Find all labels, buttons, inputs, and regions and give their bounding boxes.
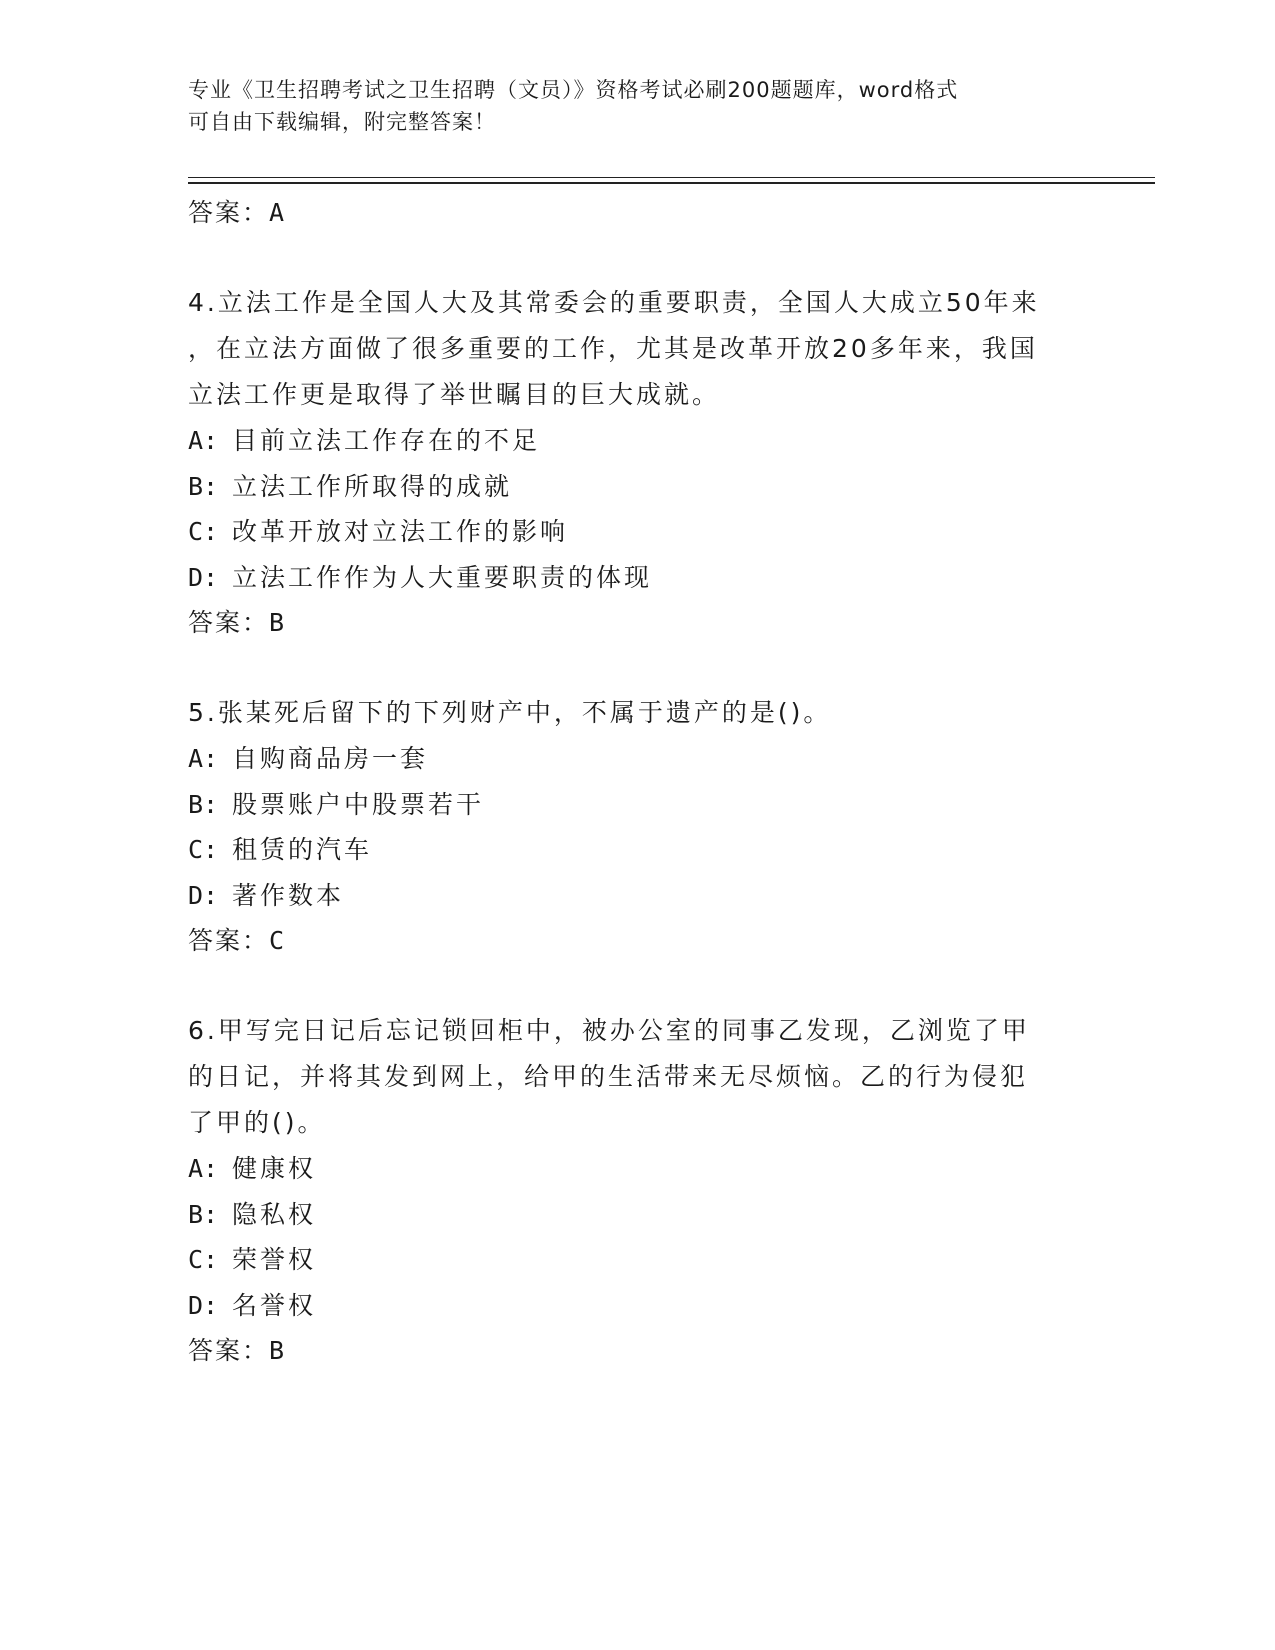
question-stem-line: 立法工作更是取得了举世瞩目的巨大成就。 xyxy=(188,380,721,409)
answer-line xyxy=(188,190,1088,236)
option-text: 股票账户中股票若干 xyxy=(232,789,485,819)
answer-line xyxy=(188,918,1088,964)
option-c xyxy=(188,1237,1088,1283)
option-a xyxy=(188,736,1088,782)
option-letter: C: xyxy=(188,1245,219,1274)
option-letter: C: xyxy=(188,517,219,546)
answer-value: B xyxy=(269,608,287,637)
header-line-1: 专业《卫生招聘考试之卫生招聘（文员）》资格考试必刷200题题库，word格式 xyxy=(188,78,959,102)
option-letter: A: xyxy=(188,744,219,773)
question-stem-line: 5.张某死后留下的下列财产中，不属于遗产的是()。 xyxy=(188,698,832,727)
option-letter: B: xyxy=(188,1199,219,1229)
question-4 xyxy=(188,280,1088,646)
option-letter: A: xyxy=(188,1154,219,1183)
option-b xyxy=(188,1192,1088,1238)
option-letter: B: xyxy=(188,789,219,819)
answer-label: 答案： xyxy=(188,926,270,955)
header-line-2: 可自由下载编辑，附完整答案！ xyxy=(188,110,496,134)
option-c xyxy=(188,827,1088,873)
answer-label: 答案： xyxy=(188,608,270,637)
option-d xyxy=(188,1283,1088,1329)
option-text: 目前立法工作存在的不足 xyxy=(232,426,541,455)
answer-value: C xyxy=(269,926,287,955)
option-b xyxy=(188,464,1088,510)
option-text: 改革开放对立法工作的影响 xyxy=(232,517,569,546)
option-text: 隐私权 xyxy=(232,1199,317,1229)
option-text: 租赁的汽车 xyxy=(232,835,373,864)
answer-value: B xyxy=(269,1336,287,1365)
option-text: 名誉权 xyxy=(232,1290,317,1320)
answer-label: 答案： xyxy=(188,198,270,227)
question-stem-line: 4.立法工作是全国人大及其常委会的重要职责，全国人大成立50年来 xyxy=(188,288,1040,317)
option-a xyxy=(188,1146,1088,1192)
option-d xyxy=(188,873,1088,919)
option-letter: D: xyxy=(188,562,219,592)
option-letter: C: xyxy=(188,835,219,864)
question-5 xyxy=(188,690,1088,964)
question-content xyxy=(188,190,1088,1374)
option-b xyxy=(188,782,1088,828)
question-stem-line: 了甲的()。 xyxy=(188,1108,326,1137)
option-a xyxy=(188,418,1088,464)
option-text: 立法工作所取得的成就 xyxy=(232,471,513,501)
question-stem-line: 的日记，并将其发到网上，给甲的生活带来无尽烦恼。乙的行为侵犯 xyxy=(188,1062,1029,1091)
option-text: 立法工作作为人大重要职责的体现 xyxy=(232,562,653,592)
header-rule-thin xyxy=(188,177,1155,178)
answer-value: A xyxy=(269,198,287,227)
header-rule-thick xyxy=(188,182,1155,184)
option-d xyxy=(188,555,1088,601)
answer-line xyxy=(188,1328,1088,1374)
option-letter: B: xyxy=(188,471,219,501)
option-letter: A: xyxy=(188,426,219,455)
question-stem-line: ，在立法方面做了很多重要的工作，尤其是改革开放20多年来，我国 xyxy=(188,334,1038,363)
document-header xyxy=(188,74,1068,138)
answer-line xyxy=(188,600,1088,646)
option-c xyxy=(188,509,1088,555)
question-6 xyxy=(188,1008,1088,1374)
option-text: 著作数本 xyxy=(232,880,345,910)
option-letter: D: xyxy=(188,1290,219,1320)
option-text: 荣誉权 xyxy=(232,1245,317,1274)
option-letter: D: xyxy=(188,880,219,910)
option-text: 自购商品房一套 xyxy=(232,744,429,773)
answer-label: 答案： xyxy=(188,1336,270,1365)
question-stem-line: 6.甲写完日记后忘记锁回柜中，被办公室的同事乙发现，乙浏览了甲 xyxy=(188,1016,1030,1045)
option-text: 健康权 xyxy=(232,1154,317,1183)
